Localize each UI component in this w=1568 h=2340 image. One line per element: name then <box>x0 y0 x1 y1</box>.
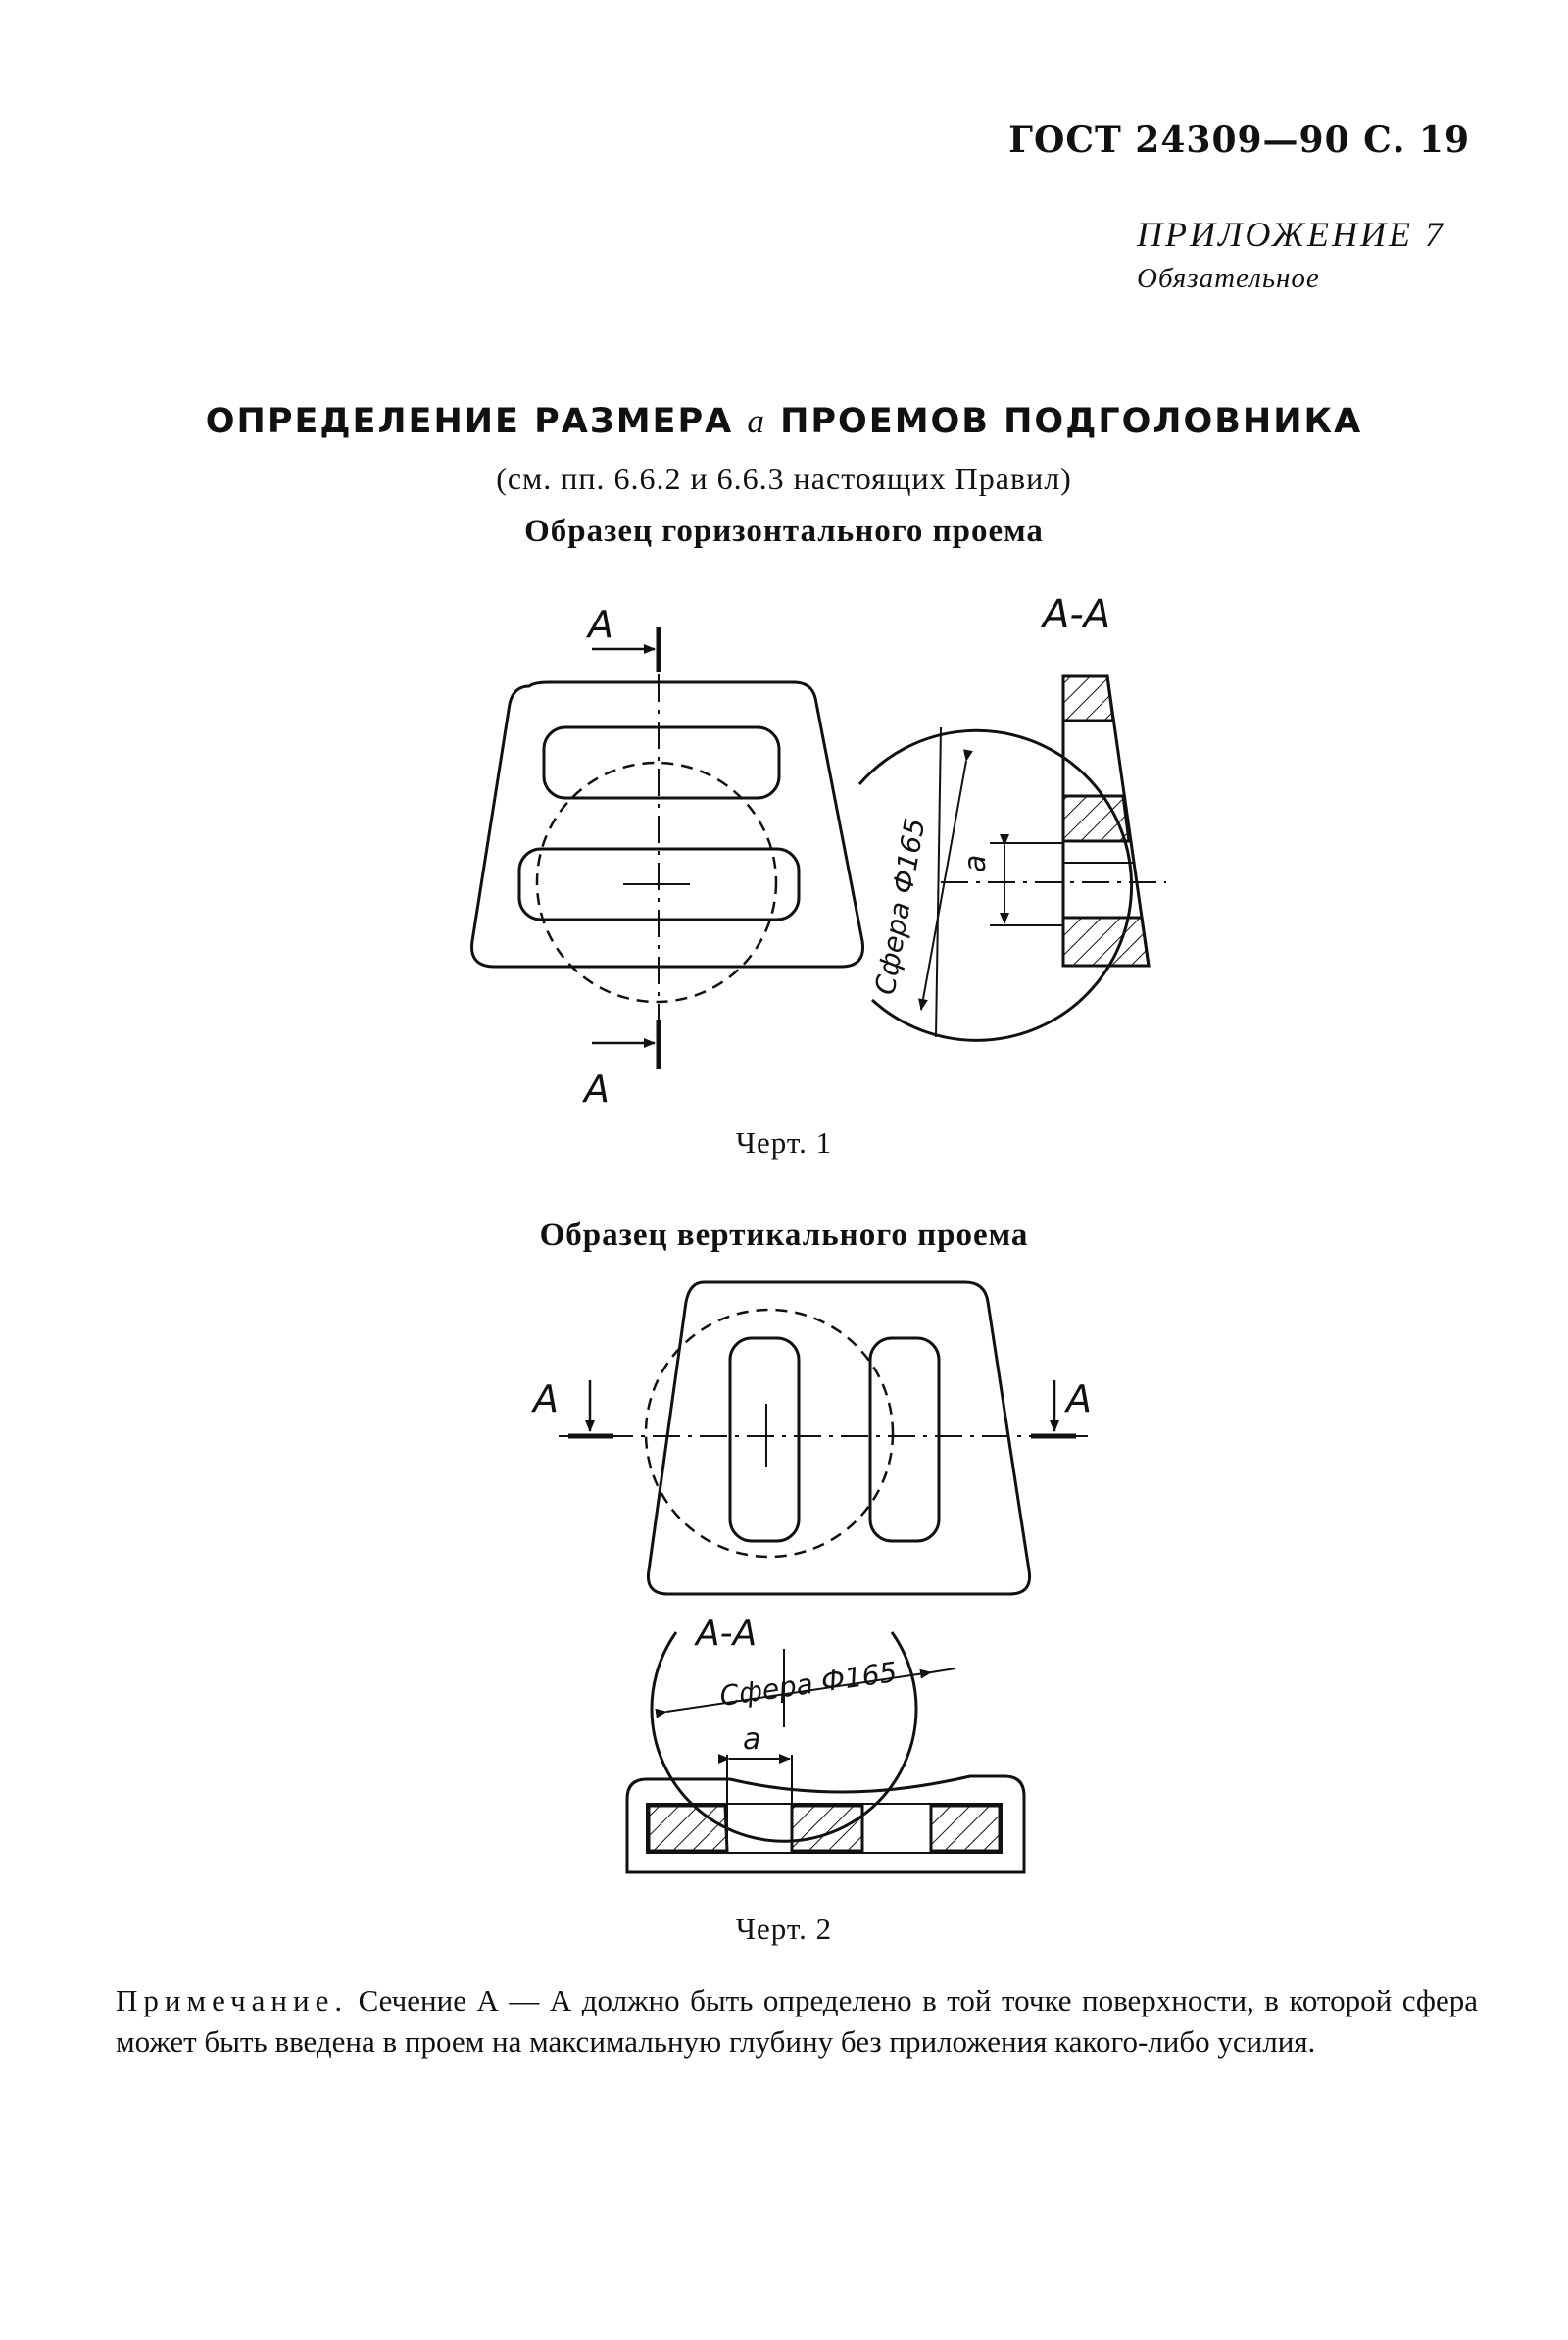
fig2-label-sphere: Сфера Ф165 <box>717 1655 900 1713</box>
fig1-label-a-top: A <box>588 603 613 646</box>
note-text: Сечение А — А должно быть определено в той точке поверхности, в которой сфера может быть введена в проем на максимальную глубину без приложения какого-либо усилия. <box>116 1983 1478 2059</box>
fig1-hatch-middle <box>1063 796 1129 841</box>
title-prefix: ОПРЕДЕЛЕНИЕ РАЗМЕРА <box>205 402 734 441</box>
figure1-caption: Черт. 1 <box>735 1125 833 1160</box>
title-variable: a <box>747 402 766 440</box>
fig1-label-dim-a: a <box>958 854 993 872</box>
fig1-upper-slot <box>544 727 779 798</box>
fig2-label-dim-a: a <box>743 1722 761 1757</box>
figure2-drawing <box>559 1282 1088 1872</box>
appendix-title: ПРИЛОЖЕНИЕ 7 <box>1137 215 1446 254</box>
fig2-diameter-ext <box>931 1668 956 1672</box>
fig2-hatch-right <box>931 1806 1000 1851</box>
title-reference: (см. пп. 6.6.2 и 6.6.3 настоящих Правил) <box>496 461 1072 496</box>
figure2-subtitle: Образец вертикального проема <box>539 1218 1029 1253</box>
fig1-label-section: A-A <box>1043 592 1111 637</box>
fig2-sphere-dashed <box>646 1310 893 1557</box>
fig1-sphere-diameter <box>921 761 966 1010</box>
figure1-drawing <box>471 627 1166 1069</box>
fig1-label-a-bottom: A <box>584 1068 610 1111</box>
fig1-hatch-bottom <box>1063 918 1149 966</box>
figure1-subtitle: Образец горизонтального проема <box>524 514 1044 549</box>
note-paragraph <box>116 1980 1478 2063</box>
fig2-right-slot <box>870 1338 939 1541</box>
fig2-label-a-left: A <box>533 1377 559 1420</box>
fig2-left-slot <box>730 1338 799 1541</box>
fig1-hatch-top <box>1063 676 1113 721</box>
fig2-headrest-outline <box>648 1282 1029 1594</box>
title-suffix: ПРОЕМОВ ПОДГОЛОВНИКА <box>780 402 1363 441</box>
fig1-label-sphere: Сфера Ф165 <box>868 816 932 998</box>
appendix-status: Обязательное <box>1137 263 1320 294</box>
fig2-hatch-middle <box>792 1806 862 1851</box>
fig2-label-a-right: A <box>1066 1377 1092 1420</box>
page-header: ГОСТ 24309—90 С. 19 <box>1008 120 1470 161</box>
fig1-headrest-outline <box>471 682 862 967</box>
fig2-hatch-left <box>649 1806 727 1851</box>
figure2-caption: Черт. 2 <box>735 1912 833 1946</box>
note-label: Примечание. <box>116 1983 349 2017</box>
fig1-diameter-ext <box>936 727 941 1037</box>
fig2-label-section: A-A <box>696 1614 758 1654</box>
